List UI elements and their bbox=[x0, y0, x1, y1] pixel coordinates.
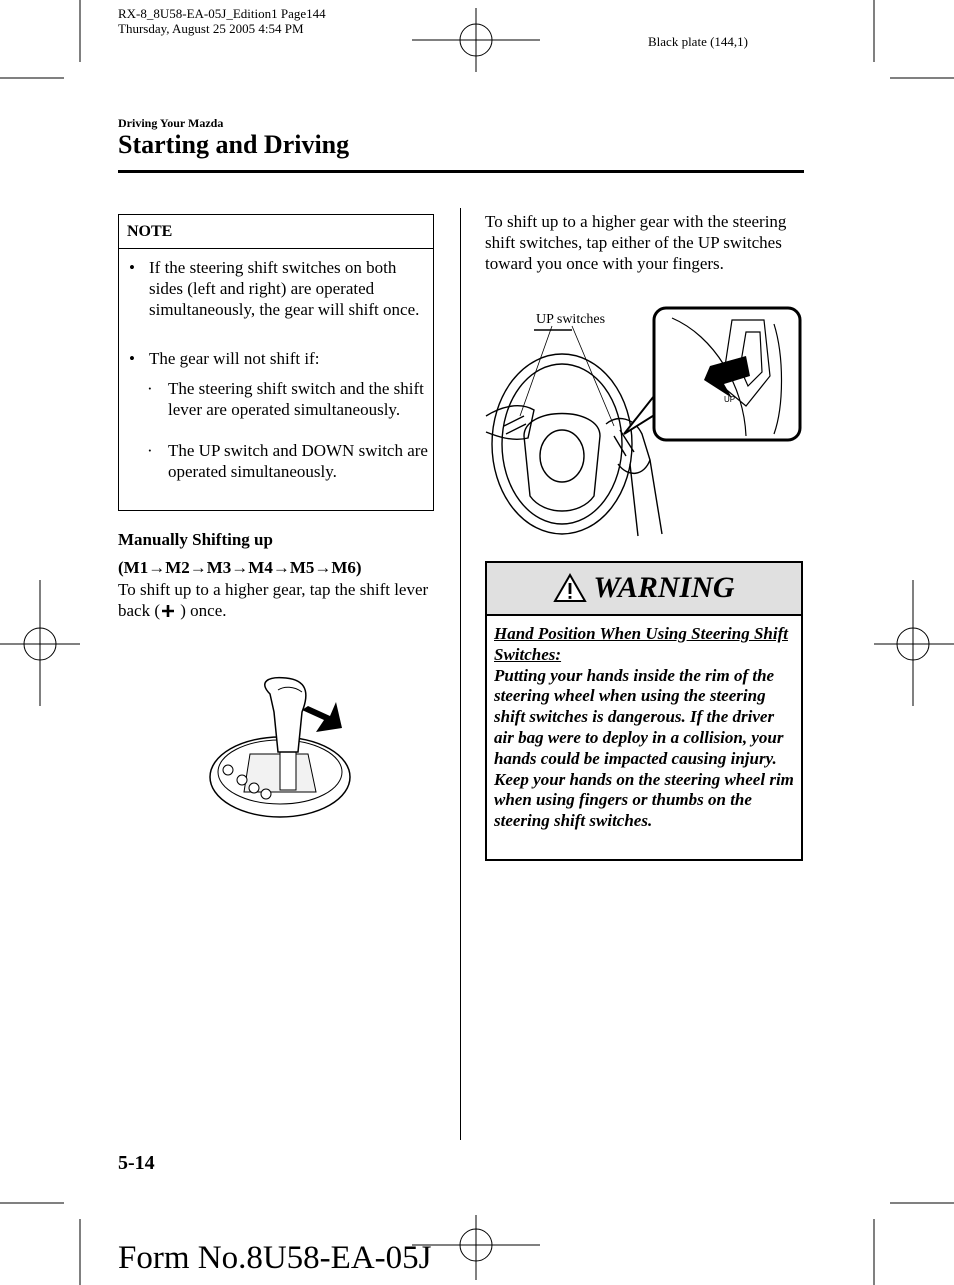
manual-shift-sequence: (M1→M2→M3→M4→M5→M6) bbox=[118, 558, 362, 577]
up-switch-text: UP bbox=[724, 395, 736, 404]
bullet-dot-icon: • bbox=[129, 258, 135, 277]
up-switches-label: UP switches bbox=[536, 312, 606, 327]
plus-icon bbox=[160, 604, 176, 618]
note-sub-bullet-text: The UP switch and DOWN switch are operated simultaneously. bbox=[168, 441, 428, 481]
note-bullet-text: The gear will not shift if: bbox=[149, 349, 320, 368]
title-rule bbox=[118, 170, 804, 173]
bullet-dot-icon: • bbox=[129, 349, 135, 368]
note-sub-bullet-text: The steering shift switch and the shift lever are operated simultaneously. bbox=[168, 379, 424, 419]
print-header-line2: Thursday, August 25 2005 4:54 PM bbox=[118, 21, 304, 36]
steering-wheel-illustration bbox=[484, 306, 804, 546]
manual-shift-text-after: ) once. bbox=[180, 601, 227, 620]
sub-bullet-dot-icon: · bbox=[147, 441, 153, 460]
manual-shift-text-before: To shift up to a higher gear, tap the shift lever back ( bbox=[118, 580, 429, 620]
warning-subheading: Hand Position When Using Steering Shift Switches: bbox=[494, 624, 788, 664]
warning-title: WARNING bbox=[593, 571, 735, 604]
section-label: Driving Your Mazda bbox=[118, 116, 224, 130]
print-header bbox=[118, 6, 326, 36]
warning-box bbox=[485, 561, 803, 861]
manual-shift-text bbox=[118, 579, 438, 621]
note-box bbox=[118, 214, 434, 511]
warning-triangle-icon bbox=[553, 573, 587, 603]
black-plate-label: Black plate (144,1) bbox=[648, 34, 748, 49]
note-bullet-text: If the steering shift switches on both sides (left and right) are operated simultaneously, the gear will shift once. bbox=[149, 258, 420, 319]
steering-shift-text: To shift up to a higher gear with the steering shift switches, tap either of the UP switches toward you once with your fingers. bbox=[485, 212, 787, 273]
column-divider bbox=[460, 208, 461, 1140]
page-number: 5-14 bbox=[118, 1152, 155, 1174]
warning-header bbox=[487, 563, 801, 616]
sub-bullet-dot-icon: · bbox=[147, 379, 153, 398]
print-header-line1: RX-8_8U58-EA-05J_Edition1 Page144 bbox=[118, 6, 326, 21]
manual-shift-heading: Manually Shifting up bbox=[118, 530, 273, 549]
warning-text: Putting your hands inside the rim of the steering wheel when using the steering shift switches is dangerous. If the driver air bag were to deploy in a collision, your hands could be impacted causing injury. Keep your hands on the steering wheel rim when using fingers or thumbs on the steering shift switches. bbox=[494, 665, 794, 831]
form-number: Form No.8U58-EA-05J bbox=[118, 1240, 432, 1276]
warning-body bbox=[487, 616, 801, 840]
note-heading: NOTE bbox=[119, 215, 433, 249]
shift-lever-illustration bbox=[198, 672, 358, 822]
page-title: Starting and Driving bbox=[118, 130, 350, 159]
